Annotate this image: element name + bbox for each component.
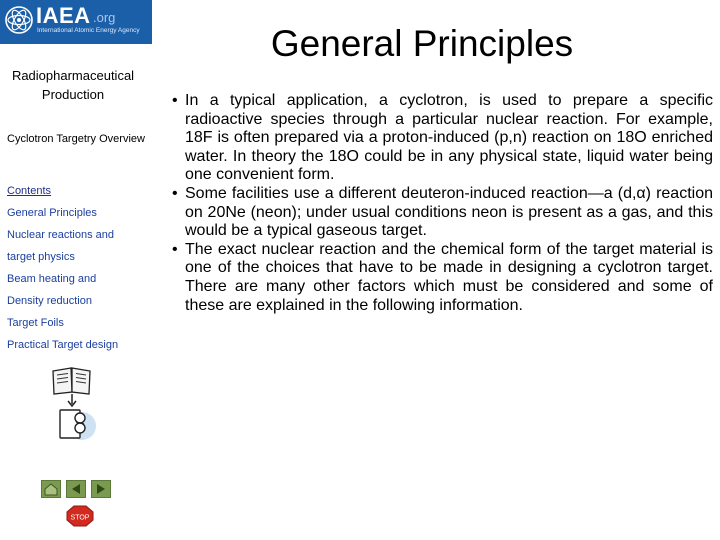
nav-link-general-principles[interactable]: General Principles bbox=[7, 207, 97, 219]
back-arrow-icon bbox=[67, 481, 85, 497]
page-title: General Principles bbox=[270, 23, 574, 64]
logo-suffix: .org bbox=[93, 10, 116, 25]
nav-link-practical-target-design[interactable]: Practical Target design bbox=[7, 339, 119, 351]
bullet-item bbox=[168, 185, 713, 241]
nav-link-nuclear-reactions[interactable]: Nuclear reactions and bbox=[7, 229, 115, 241]
nav-link-beam-heating[interactable]: Beam heating and bbox=[7, 273, 97, 285]
bullet-item bbox=[168, 241, 713, 315]
content-bullets bbox=[168, 92, 713, 315]
sidebar-nav bbox=[7, 183, 147, 359]
bullet-text: The exact nuclear reaction and the chemical form of the target material is one of the choices that have to be made in designing a cyclotron target. There are many other factors which must be considered and some of these are explained in the following information. bbox=[185, 240, 713, 314]
back-button[interactable] bbox=[66, 480, 86, 498]
bullet-item bbox=[168, 92, 713, 185]
logo-subtitle: International Atomic Energy Agency bbox=[37, 27, 140, 34]
iaea-logo[interactable] bbox=[0, 0, 152, 44]
forward-arrow-icon bbox=[92, 481, 110, 497]
home-button[interactable] bbox=[41, 480, 61, 498]
forward-button[interactable] bbox=[91, 480, 111, 498]
home-icon bbox=[42, 481, 60, 497]
bullet-text: In a typical application, a cyclotron, is used to prepare a specific radioactive species through a particular nuclear reaction. For example, 18F is often prepared via a proton-induced (p,n) reaction on 18O enriched water. In theory the 18O could be in any physical state, liquid water being one convenient form. bbox=[185, 92, 713, 184]
nav-link-density-reduction[interactable]: Density reduction bbox=[7, 295, 92, 307]
module-title: Radiopharmaceutical Production bbox=[11, 68, 135, 102]
nav-link-contents[interactable]: Contents bbox=[7, 185, 52, 197]
nav-link-target-foils[interactable]: Target Foils bbox=[7, 317, 64, 329]
bullet-text: Some facilities use a different deuteron-induced reaction—a (d,α) reaction on 20Ne (neon); under usual conditions neon is present as a gas, and this would be a typical gaseous target. bbox=[185, 184, 713, 240]
bullet-marker: • bbox=[172, 184, 178, 202]
book-flowchart-icon bbox=[48, 366, 98, 446]
sidebar-divider bbox=[152, 0, 153, 540]
nav-link-target-physics[interactable]: target physics bbox=[7, 251, 75, 263]
section-title: Cyclotron Targetry Overview bbox=[7, 133, 145, 145]
logo-name: IAEA bbox=[36, 3, 91, 28]
sidebar bbox=[0, 0, 152, 540]
bullet-marker: • bbox=[172, 92, 178, 109]
bullet-marker: • bbox=[172, 240, 178, 258]
stop-label: STOP bbox=[70, 514, 90, 522]
iaea-atom-icon bbox=[4, 5, 34, 35]
stop-button[interactable] bbox=[66, 505, 94, 527]
